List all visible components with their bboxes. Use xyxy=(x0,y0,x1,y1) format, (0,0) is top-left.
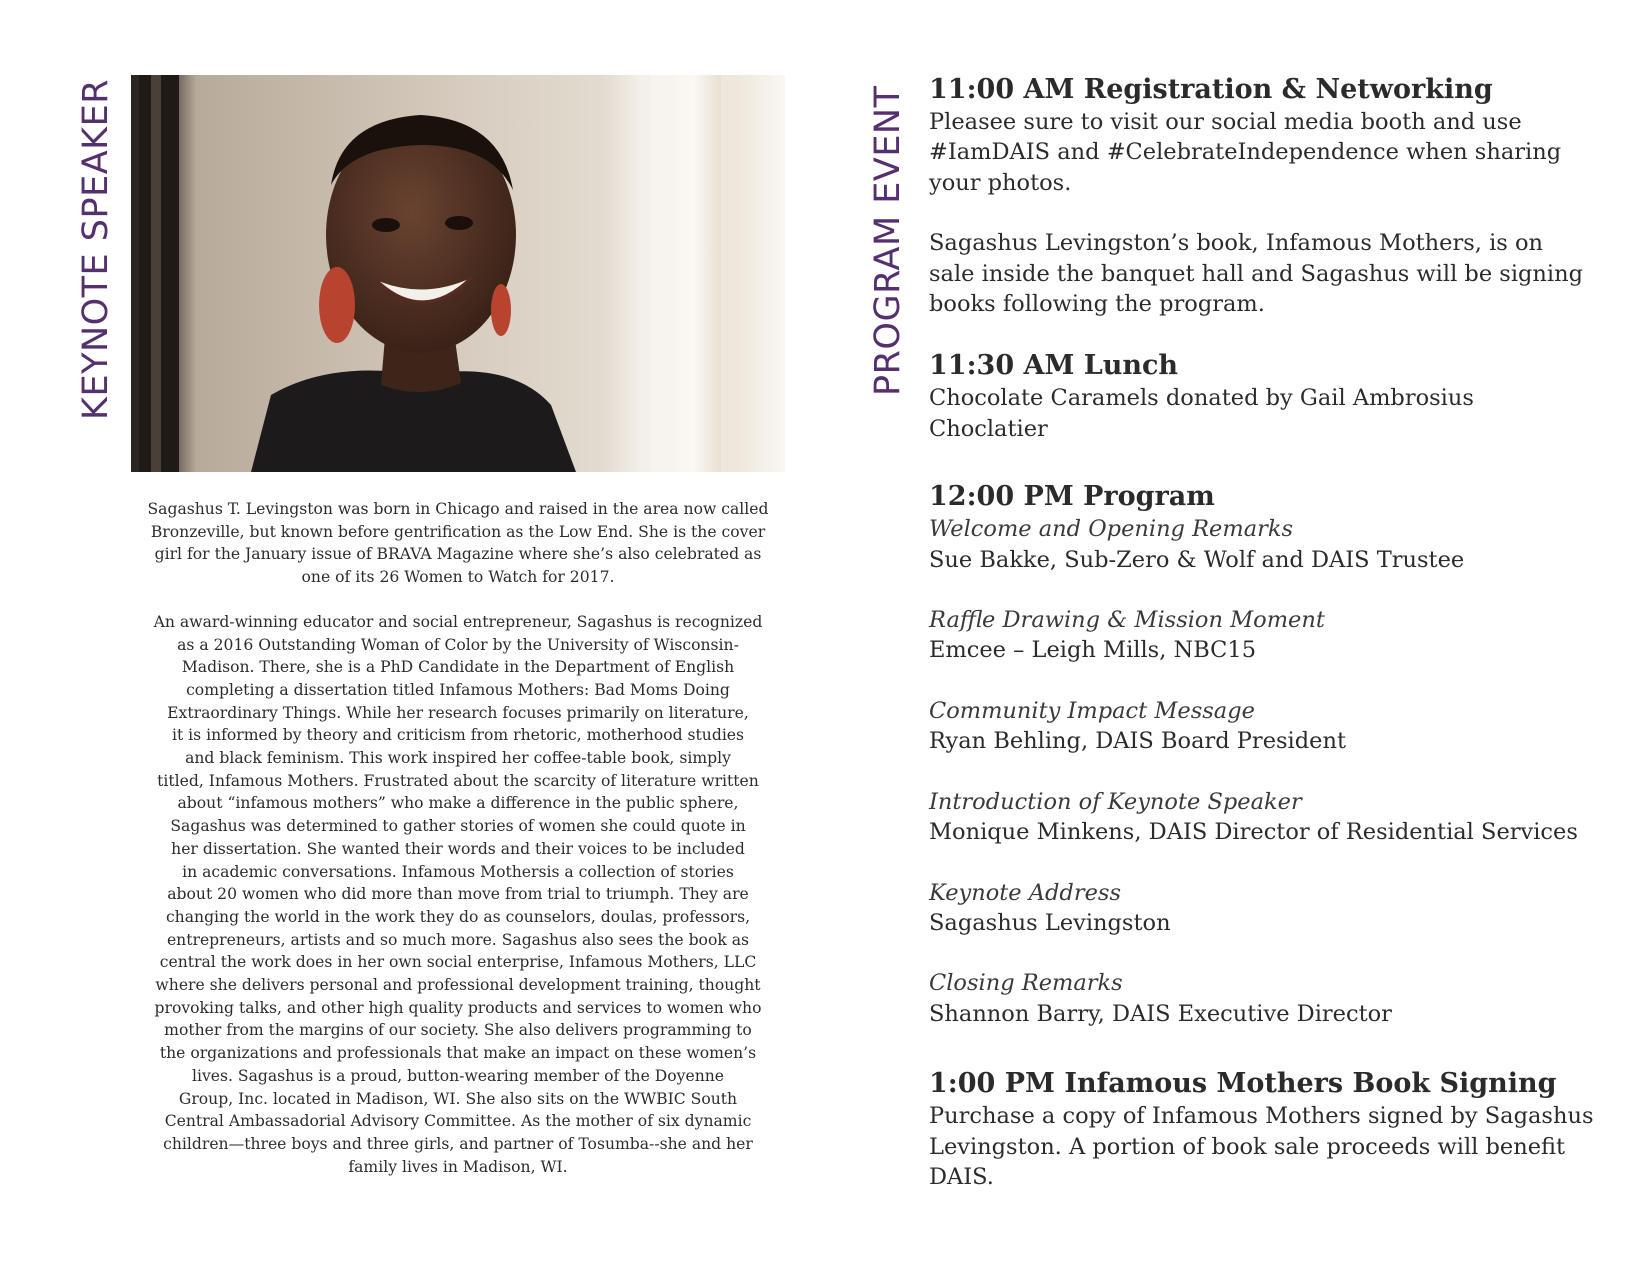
program-heading: 12:00 PM Program xyxy=(929,481,1215,513)
bio-line: Central Ambassadorial Advisory Committee. As the mother of six dynamic xyxy=(164,1112,752,1131)
bio-line: titled, Infamous Mothers. Frustrated about the scarcity of literature written xyxy=(157,771,759,790)
program-item-detail: Ryan Behling, DAIS Board President xyxy=(929,728,1346,755)
bio-line: Bronzeville, but known before gentrification as the Low End. She is the cover xyxy=(150,522,766,541)
program-item-title: Introduction of Keynote Speaker xyxy=(929,788,1302,815)
program-schedule xyxy=(929,73,1629,1192)
bio-paragraph-2 xyxy=(131,611,785,1179)
bio-line: one of its 26 Women to Watch for 2017. xyxy=(301,568,615,587)
lunch-text: Choclatier xyxy=(929,415,1048,442)
bio-line: Group, Inc. located in Madison, WI. She also sits on the WWBIC South xyxy=(178,1089,738,1108)
program-item-detail: Emcee – Leigh Mills, NBC15 xyxy=(929,637,1257,664)
registration-text: your photos. xyxy=(929,169,1072,196)
bio-line: Sagashus T. Levingston was born in Chicago and raised in the area now called xyxy=(147,500,769,518)
program-item-title: Community Impact Message xyxy=(929,697,1255,724)
keynote-speaker-title: KEYNOTE SPEAKER xyxy=(76,78,116,420)
bio-line: An award-winning educator and social entrepreneur, Sagashus is recognized xyxy=(153,612,763,631)
book-sale-text: sale inside the banquet hall and Sagashus will be signing xyxy=(929,260,1584,287)
bio-line: central the work does in her own social enterprise, Infamous Mothers, LLC xyxy=(159,953,757,972)
bio-line: her dissertation. She wanted their words and their voices to be included xyxy=(171,839,745,858)
bio-line: about 20 women who did more than move from trial to triumph. They are xyxy=(167,885,749,904)
book-sale-text: books following the program. xyxy=(929,291,1265,318)
lunch-heading: 11:30 AM Lunch xyxy=(929,350,1179,382)
program-item-title: Welcome and Opening Remarks xyxy=(929,516,1294,543)
bio-paragraph-1 xyxy=(131,498,785,589)
program-item-detail: Monique Minkens, DAIS Director of Residential Services xyxy=(929,819,1578,846)
bio-line: where she delivers personal and professional development training, thought xyxy=(155,976,761,995)
signing-text: Purchase a copy of Infamous Mothers signed by Sagashus xyxy=(929,1103,1594,1130)
bio-line: Madison. There, she is a PhD Candidate in the Department of English xyxy=(181,658,735,677)
lunch-text: Chocolate Caramels donated by Gail Ambrosius xyxy=(929,385,1474,412)
bio-line: family lives in Madison, WI. xyxy=(348,1157,568,1176)
bio-line: and black feminism. This work inspired her coffee-table book, simply xyxy=(185,749,731,768)
speaker-photo xyxy=(131,75,785,472)
bio-line: changing the world in the work they do as counselors, doulas, professors, xyxy=(165,907,751,926)
bio-line: mother from the margins of our society. She also delivers programming to xyxy=(164,1021,752,1040)
speaker-portrait-photo-icon xyxy=(131,75,785,472)
bio-line: the organizations and professionals that make an impact on these women’s xyxy=(159,1044,757,1063)
signing-text: Levingston. A portion of book sale proceeds will benefit xyxy=(929,1133,1566,1160)
signing-text: DAIS. xyxy=(929,1163,994,1190)
registration-heading: 11:00 AM Registration & Networking xyxy=(929,74,1493,105)
bio-line: children—three boys and three girls, and partner of Tosumba--she and her xyxy=(163,1134,753,1153)
bio-line: about “infamous mothers” who make a difference in the public sphere, xyxy=(177,794,739,813)
program-item-detail: Shannon Barry, DAIS Executive Director xyxy=(929,1000,1392,1027)
bio-line: as a 2016 Outstanding Woman of Color by the University of Wisconsin- xyxy=(177,635,739,654)
signing-heading: 1:00 PM Infamous Mothers Book Signing xyxy=(929,1068,1557,1100)
program-item-detail: Sue Bakke, Sub-Zero & Wolf and DAIS Trustee xyxy=(929,546,1465,573)
speaker-bio xyxy=(131,498,785,1200)
registration-text: Pleasee sure to visit our social media booth and use xyxy=(929,109,1522,135)
registration-text: #IamDAIS and #CelebrateIndependence when sharing xyxy=(929,139,1562,166)
program-event-title: PROGRAM EVENT xyxy=(868,85,908,396)
bio-line: Sagashus was determined to gather stories of women she could quote in xyxy=(170,817,746,836)
program-item-detail: Sagashus Levingston xyxy=(929,909,1171,936)
bio-line: lives. Sagashus is a proud, button-wearing member of the Doyenne xyxy=(191,1066,725,1085)
program-item-title: Keynote Address xyxy=(929,879,1121,906)
program-item-title: Closing Remarks xyxy=(929,970,1123,997)
bio-line: completing a dissertation titled Infamous Mothers: Bad Moms Doing xyxy=(186,680,730,699)
book-sale-text: Sagashus Levingston’s book, Infamous Mothers, is on xyxy=(929,230,1544,257)
bio-line: entrepreneurs, artists and so much more. Sagashus also sees the book as xyxy=(166,930,750,949)
bio-line: in academic conversations. Infamous Mothersis a collection of stories xyxy=(182,862,734,881)
bio-line: girl for the January issue of BRAVA Magazine where she’s also celebrated as xyxy=(154,545,762,564)
bio-line: provoking talks, and other high quality products and services to women who xyxy=(154,998,762,1017)
program-item-title: Raffle Drawing & Mission Moment xyxy=(929,607,1325,634)
bio-line: it is informed by theory and criticism from rhetoric, motherhood studies xyxy=(171,726,745,745)
bio-line: Extraordinary Things. While her research focuses primarily on literature, xyxy=(167,703,749,722)
